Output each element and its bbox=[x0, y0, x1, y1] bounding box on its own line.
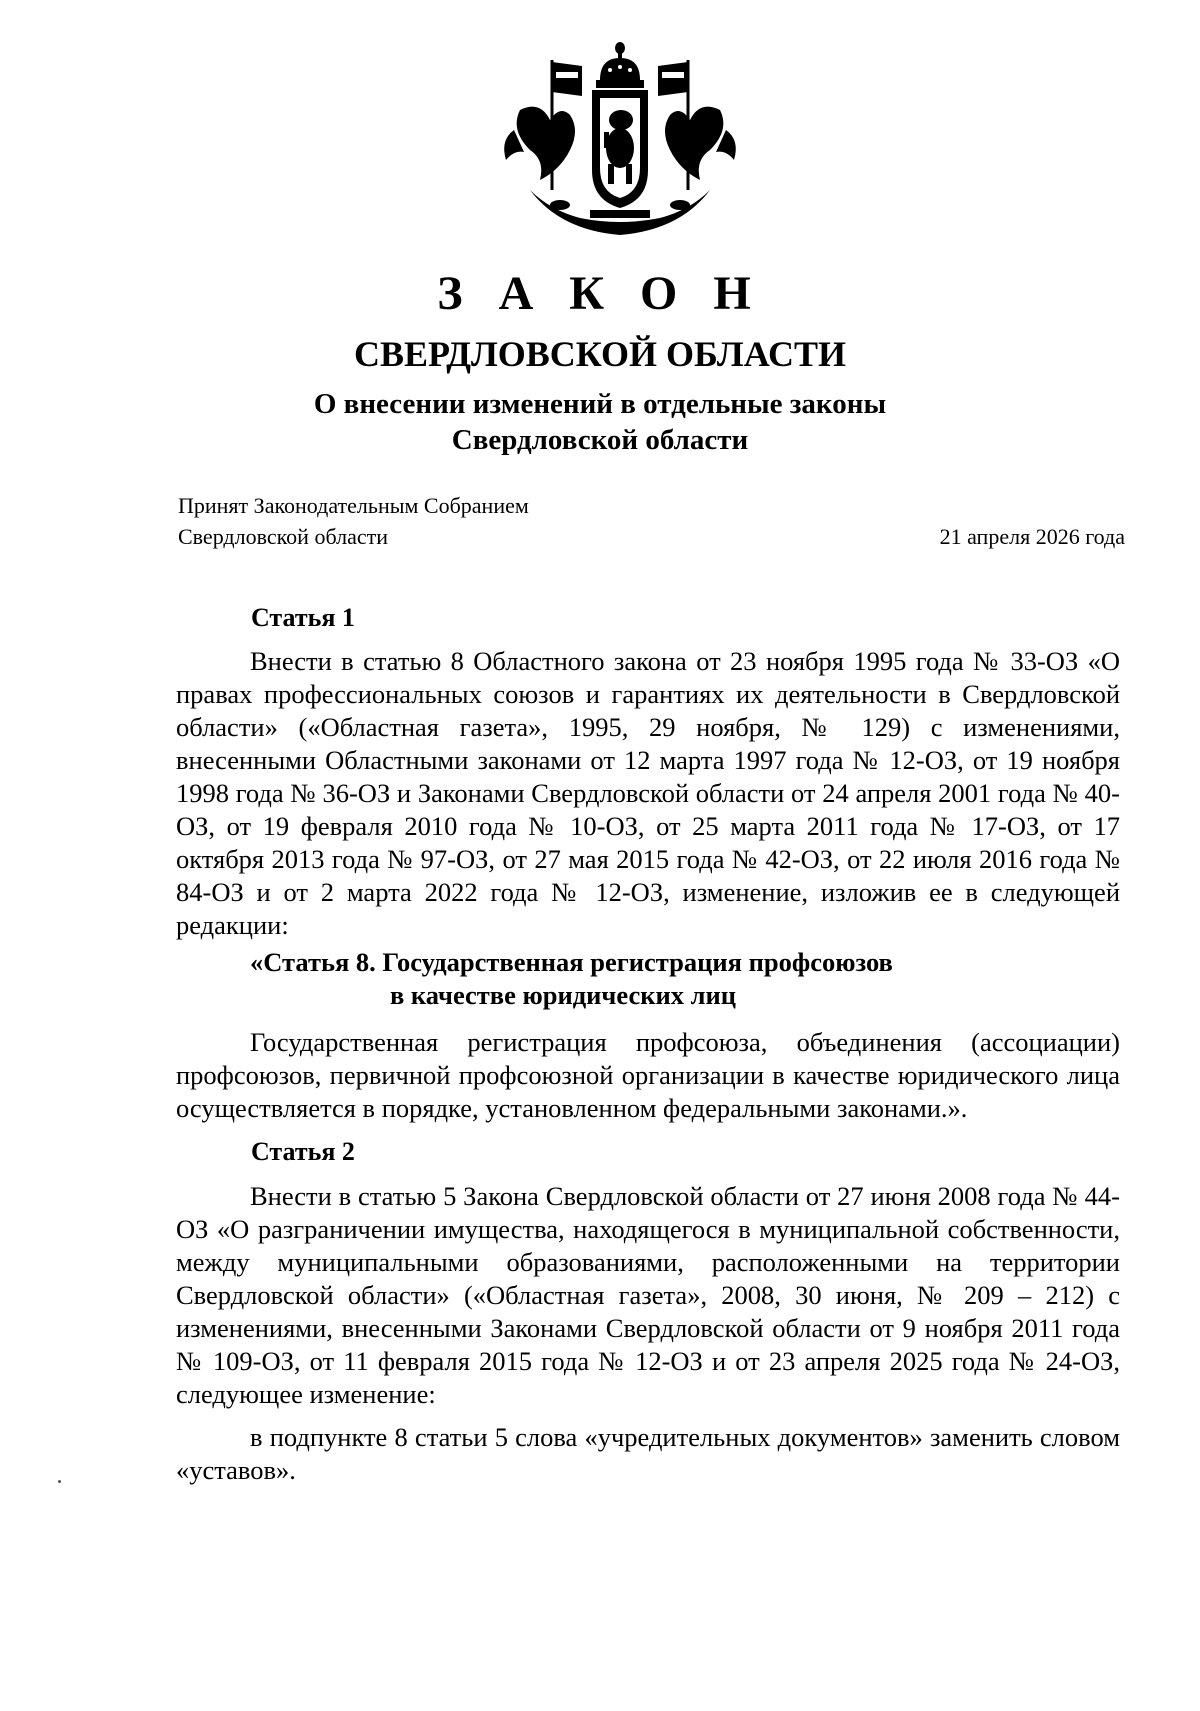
article-2-body-2 bbox=[176, 1421, 1120, 1487]
scan-speck bbox=[58, 1480, 61, 1483]
document-subject bbox=[0, 386, 1200, 458]
quoted-article-text: Государственная регистрация профсоюза, объединения (ассоциации) профсоюзов, первичной профсоюзной организации в качестве юридического лица осуществляется в порядке, установленном федеральными законами.». bbox=[176, 1027, 1120, 1123]
adoption-date: 21 апреля 2026 года bbox=[939, 524, 1125, 549]
quoted-heading-line-2: в качестве юридических лиц bbox=[390, 980, 737, 1010]
article-2-text: Внести в статью 5 Закона Свердловской области от 27 июня 2008 года № 44-ОЗ «О разграничении имущества, находящегося в муниципальной собственности, между муниципальными образованиями, расположенными на территории Свердловской области» («Областная газета», 2008, 30 июня, № 209 – 212) с изменениями, внесенными Законами Свердловской области от 9 ноября 2011 года № 109-ОЗ, от 11 февраля 2015 года № 12-ОЗ и от 23 апреля 2025 года № 24-ОЗ, следующее изменение: bbox=[176, 1181, 1120, 1409]
document-title: З А К О Н bbox=[437, 267, 763, 320]
article-1-heading: Статья 1 bbox=[251, 603, 355, 632]
article-2-body bbox=[176, 1180, 1120, 1411]
document-region: СВЕРДЛОВСКОЙ ОБЛАСТИ bbox=[354, 334, 846, 374]
adoption-authority bbox=[178, 490, 529, 552]
article-2-text-2: в подпункте 8 статьи 5 слова «учредительных документов» заменить словом «уставов». bbox=[176, 1422, 1120, 1485]
article-2-heading: Статья 2 bbox=[251, 1137, 355, 1166]
article-1-text: Внести в статью 8 Областного закона от 23 ноября 1995 года № 33-ОЗ «О правах профессиональных союзов и гарантиях их деятельности в Свердловской области» («Областная газета», 1995, 29 ноября, № 129) с изменениями, внесенными Областными законами от 12 марта 1997 года № 12-ОЗ, от 19 ноября 1998 года № 36-ОЗ и Законами Свердловской области от 24 апреля 2001 года № 40-ОЗ, от 19 февраля 2010 года № 10-ОЗ, от 25 марта 2011 года № 17-ОЗ, от 17 октября 2013 года № 97-ОЗ, от 27 мая 2015 года № 42-ОЗ, от 22 июля 2016 года № 84-ОЗ и от 2 марта 2022 года № 12-ОЗ, изменение, изложив ее в следующей редакции: bbox=[176, 646, 1120, 940]
quoted-heading-line-1: «Статья 8. Государственная регистрация профсоюзов bbox=[250, 947, 893, 977]
subject-line-2: Свердловской области bbox=[451, 424, 749, 456]
subject-line-1: О внесении изменений в отдельные законы bbox=[313, 388, 887, 420]
coat-of-arms-icon bbox=[500, 40, 740, 240]
adopted-line-1: Принят Законодательным Собранием bbox=[178, 493, 529, 518]
adopted-line-2: Свердловской области bbox=[178, 524, 388, 549]
article-1-body bbox=[176, 645, 1120, 942]
quoted-article-body bbox=[176, 1026, 1120, 1125]
quoted-article-heading bbox=[250, 946, 893, 1012]
